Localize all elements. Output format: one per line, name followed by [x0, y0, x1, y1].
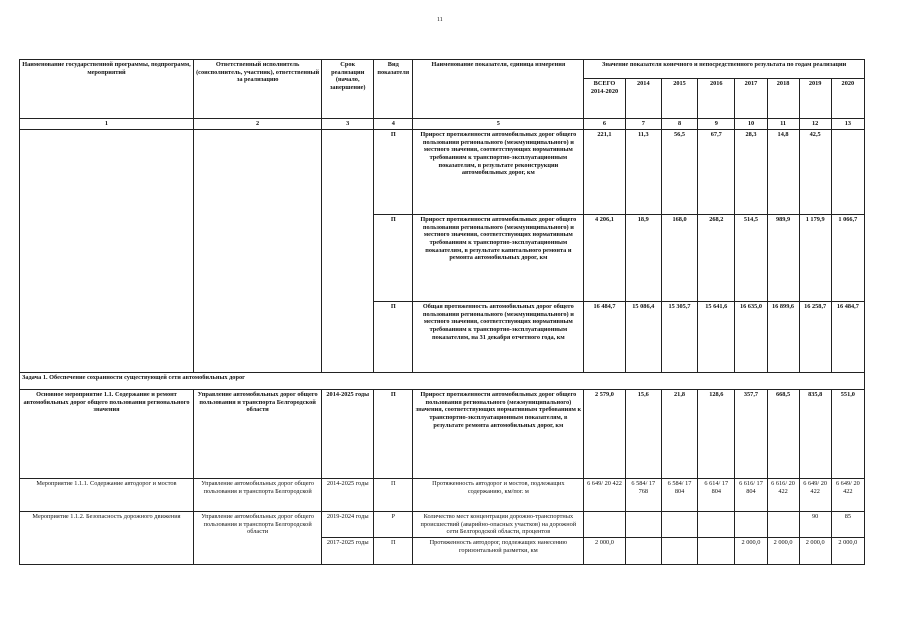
header-year: 2016 [698, 79, 735, 119]
value-cell [831, 130, 864, 215]
indicator-type: П [374, 538, 413, 565]
column-number: 11 [767, 119, 799, 130]
value-cell: 16 484,7 [584, 302, 625, 373]
event-name: Основное мероприятие 1.1. Содержание и ремонт автомобильных дорог общего пользования регионального значения [20, 390, 194, 479]
column-number: 1 [20, 119, 194, 130]
value-cell: 221,1 [584, 130, 625, 215]
value-cell: 4 206,1 [584, 215, 625, 302]
indicator-table [19, 59, 865, 565]
value-cell: 42,5 [799, 130, 831, 215]
header-year: 2020 [831, 79, 864, 119]
column-number: 13 [831, 119, 864, 130]
event-name: Мероприятие 1.1.2. Безопасность дорожного движения [20, 512, 194, 565]
indicator-name: Прирост протяженности автомобильных дорог общего пользования регионального (межмуниципального) и местного значения, соответствующих нормативным требованиям к транспортно-эксплуатационным показателям, в результате капитального ремонта и ремонта автомобильных дорог, км [413, 215, 584, 302]
value-cell: 6 614/ 17 804 [698, 479, 735, 512]
indicator-name: Количество мест концентрации дорожно-транспортных происшествий (аварийно-опасных участков) на дорожной сети Белгородской области, процентов [413, 512, 584, 538]
value-cell: 514,5 [735, 215, 767, 302]
value-cell: 6 649/ 20 422 [584, 479, 625, 512]
value-cell: 551,0 [831, 390, 864, 479]
value-cell: 90 [799, 512, 831, 538]
value-cell: 15,6 [625, 390, 661, 479]
value-cell: 18,9 [625, 215, 661, 302]
header-values: Значение показателя конечного и непосредственного результата по годам реализации [584, 60, 865, 79]
value-cell [625, 538, 661, 565]
value-cell [698, 538, 735, 565]
value-cell [767, 512, 799, 538]
header-indicator: Наименование показателя, единица измерения [413, 60, 584, 119]
value-cell: 6 649/ 20 422 [831, 479, 864, 512]
column-number: 8 [661, 119, 697, 130]
value-cell: 14,8 [767, 130, 799, 215]
header-year: 2019 [799, 79, 831, 119]
value-cell: 6 616/ 20 422 [767, 479, 799, 512]
column-number: 10 [735, 119, 767, 130]
indicator-name: Прирост протяженности автомобильных дорог общего пользования регионального (межмуниципального) и местного значения, соответствующих нормативным требованиям к транспортно-эксплуатационным показателям, в результате реконструкции автомобильных дорог, км [413, 130, 584, 215]
header-year: 2014 [625, 79, 661, 119]
table-header-row [20, 60, 865, 79]
section-row [20, 373, 865, 390]
value-cell: 6 616/ 17 804 [735, 479, 767, 512]
value-cell: 268,2 [698, 215, 735, 302]
value-cell: 2 000,0 [735, 538, 767, 565]
event-term: 2014-2025 годы [322, 479, 374, 512]
indicator-name: Протяженность автодорог и мостов, подлежащих содержанию, км/пог. м [413, 479, 584, 512]
value-cell: 16 484,7 [831, 302, 864, 373]
value-cell: 15 086,4 [625, 302, 661, 373]
event-name: Мероприятие 1.1.1. Содержание автодорог и мостов [20, 479, 194, 512]
value-cell: 16 635,0 [735, 302, 767, 373]
indicator-type: П [374, 130, 413, 215]
indicator-type: П [374, 302, 413, 373]
header-executor: Ответственный исполнитель (соисполнитель, участник), ответственный за реализацию [193, 60, 321, 119]
header-term: Срок реализации (начало, завершение) [322, 60, 374, 119]
value-cell: 1 066,7 [831, 215, 864, 302]
event-term: 2014-2025 годы [322, 390, 374, 479]
value-cell: 6 649/ 20 422 [799, 479, 831, 512]
header-year: 2018 [767, 79, 799, 119]
column-number: 5 [413, 119, 584, 130]
column-number-row [20, 119, 865, 130]
value-cell: 128,6 [698, 390, 735, 479]
indicator-type: П [374, 390, 413, 479]
value-cell [735, 512, 767, 538]
empty-term-cell [322, 130, 374, 373]
value-cell: 56,5 [661, 130, 697, 215]
value-cell [661, 538, 697, 565]
value-cell: 989,9 [767, 215, 799, 302]
value-cell [698, 512, 735, 538]
value-cell: 1 179,9 [799, 215, 831, 302]
event-executor: Управление автомобильных дорог общего пользования и транспорта Белгородской области [193, 390, 321, 479]
value-cell: 2 000,0 [584, 538, 625, 565]
empty-program-cell [20, 130, 194, 373]
value-cell: 85 [831, 512, 864, 538]
value-cell: 16 258,7 [799, 302, 831, 373]
indicator-name: Прирост протяженности автомобильных дорог общего пользования регионального (межмуниципального) значения, соответствующих нормативным требованиям к транспортно-эксплуатационным показателям, в результате ремонта автомобильных дорог, км [413, 390, 584, 479]
indicator-type: Р [374, 512, 413, 538]
value-cell [584, 512, 625, 538]
event-term: 2019-2024 годы [322, 512, 374, 538]
value-cell: 15 305,7 [661, 302, 697, 373]
value-cell: 668,5 [767, 390, 799, 479]
value-cell [625, 512, 661, 538]
indicator-type: П [374, 479, 413, 512]
value-cell: 16 899,6 [767, 302, 799, 373]
value-cell: 357,7 [735, 390, 767, 479]
table-row [20, 479, 865, 512]
value-cell: 67,7 [698, 130, 735, 215]
value-cell: 6 584/ 17 768 [625, 479, 661, 512]
value-cell: 2 000,0 [799, 538, 831, 565]
section-title: Задача 1. Обеспечение сохранности существующей сети автомобильных дорог [20, 373, 865, 390]
header-year: 2015 [661, 79, 697, 119]
header-program: Наименование государственной программы, подпрограмм, мероприятий [20, 60, 194, 119]
table-row [20, 512, 865, 538]
header-total: ВСЕГО 2014-2020 [584, 79, 625, 119]
page-number: 11 [437, 17, 443, 23]
value-cell: 28,3 [735, 130, 767, 215]
empty-executor-cell [193, 130, 321, 373]
indicator-name: Протяженность автодорог, подлежащих нанесению горизонтальной разметки, км [413, 538, 584, 565]
event-term: 2017-2025 годы [322, 538, 374, 565]
value-cell [661, 512, 697, 538]
value-cell: 2 000,0 [831, 538, 864, 565]
value-cell: 2 579,0 [584, 390, 625, 479]
indicator-type: П [374, 215, 413, 302]
event-executor: Управление автомобильных дорог общего пользования и транспорта Белгородской [193, 479, 321, 512]
table-row [20, 390, 865, 479]
column-number: 3 [322, 119, 374, 130]
column-number: 2 [193, 119, 321, 130]
value-cell: 2 000,0 [767, 538, 799, 565]
table-row [20, 130, 865, 215]
value-cell: 11,3 [625, 130, 661, 215]
column-number: 4 [374, 119, 413, 130]
value-cell: 835,8 [799, 390, 831, 479]
event-executor: Управление автомобильных дорог общего пользования и транспорта Белгородской области [193, 512, 321, 565]
column-number: 6 [584, 119, 625, 130]
value-cell: 21,8 [661, 390, 697, 479]
value-cell: 6 584/ 17 804 [661, 479, 697, 512]
column-number: 7 [625, 119, 661, 130]
header-year: 2017 [735, 79, 767, 119]
indicator-name: Общая протяженность автомобильных дорог общего пользования регионального (межмуниципального) и местного значения, соответствующих нормативным требованиям к транспортно-эксплуатационным показателям, на 31 декабря отчетного года, км [413, 302, 584, 373]
column-number: 12 [799, 119, 831, 130]
value-cell: 168,0 [661, 215, 697, 302]
header-type: Вид показателя [374, 60, 413, 119]
value-cell: 15 641,6 [698, 302, 735, 373]
column-number: 9 [698, 119, 735, 130]
